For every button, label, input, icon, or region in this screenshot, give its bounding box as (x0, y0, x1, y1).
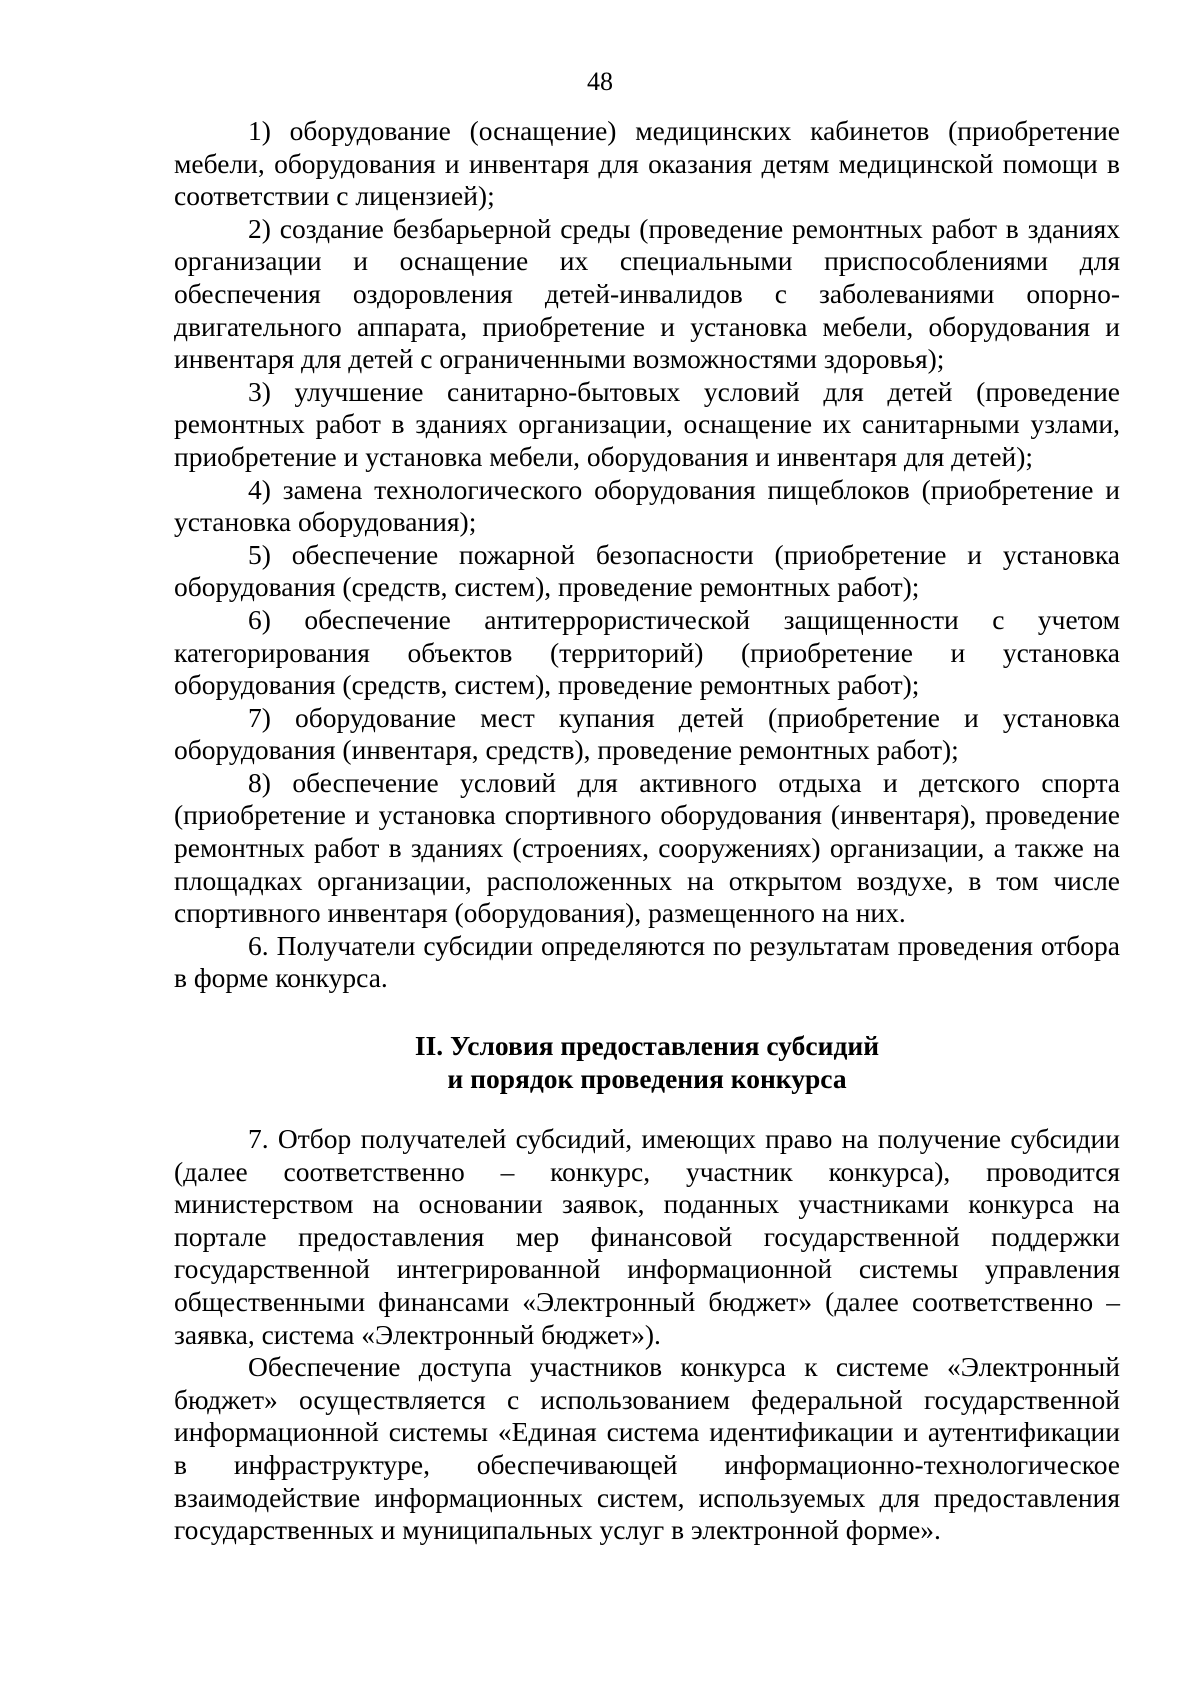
paragraph-item-6: 6) обеспечение антитеррористической защищенности с учетом категорирования объектов (территорий) (приобретение и установка оборудования (средств, систем), проведение ремонтных работ); (174, 603, 1120, 701)
paragraph-clause-7: 7. Отбор получателей субсидий, имеющих право на получение субсидии (далее соответственно – конкурс, участник конкурса), проводится министерством на основании заявок, поданных участниками конкурса на портале предоставления мер финансовой государственной поддержки государственной интегрированной информационной системы управления общественными финансами «Электронный бюджет» (далее соответственно – заявка, система «Электронный бюджет»). (174, 1123, 1120, 1350)
paragraph-item-7: 7) оборудование мест купания детей (приобретение и установка оборудования (инвентаря, средств), проведение ремонтных работ); (174, 701, 1120, 766)
page-number: 48 (587, 67, 613, 96)
paragraph-clause-6: 6. Получатели субсидии определяются по результатам проведения отбора в форме конкурса. (174, 929, 1120, 994)
section-heading (174, 1030, 1120, 1095)
paragraph-item-5: 5) обеспечение пожарной безопасности (приобретение и установка оборудования (средств, систем), проведение ремонтных работ); (174, 538, 1120, 603)
section-heading-line-1: II. Условия предоставления субсидий (414, 1030, 880, 1061)
paragraph-item-4: 4) замена технологического оборудования пищеблоков (приобретение и установка оборудования); (174, 473, 1120, 538)
paragraphs-after-heading (174, 1123, 1120, 1547)
paragraph-item-8: 8) обеспечение условий для активного отдыха и детского спорта (приобретение и установка спортивного оборудования (инвентаря), проведение ремонтных работ в зданиях (строениях, сооружениях) организации, а также на площадках организации, расположенных на открытом воздухе, в том числе спортивного инвентаря (оборудования), размещенного на них. (174, 766, 1120, 929)
paragraphs-before-heading (174, 115, 1120, 995)
paragraph-item-2: 2) создание безбарьерной среды (проведение ремонтных работ в зданиях организации и оснащение их специальными приспособлениями для обеспечения оздоровления детей-инвалидов с заболеваниями опорно-двигательного аппарата, приобретение и установка мебели, оборудования и инвентаря для детей с ограниченными возможностями здоровья); (174, 212, 1120, 375)
section-heading-line-2: и порядок проведения конкурса (447, 1062, 847, 1094)
paragraph-access: Обеспечение доступа участников конкурса к системе «Электронный бюджет» осуществляется с использованием федеральной государственной информационной системы «Единая система идентификации и аутентификации в инфраструктуре, обеспечивающей информационно-технологическое взаимодействие информационных систем, используемых для предоставления государственных и муниципальных услуг в электронной форме». (174, 1351, 1120, 1546)
paragraph-item-1: 1) оборудование (оснащение) медицинских кабинетов (приобретение мебели, оборудования и инвентаря для оказания детям медицинской помощи в соответствии с лицензией); (174, 115, 1120, 212)
paragraph-item-3: 3) улучшение санитарно-бытовых условий для детей (проведение ремонтных работ в зданиях организации, оснащение их санитарными узлами, приобретение и установка мебели, оборудования и инвентаря для детей); (174, 375, 1120, 472)
